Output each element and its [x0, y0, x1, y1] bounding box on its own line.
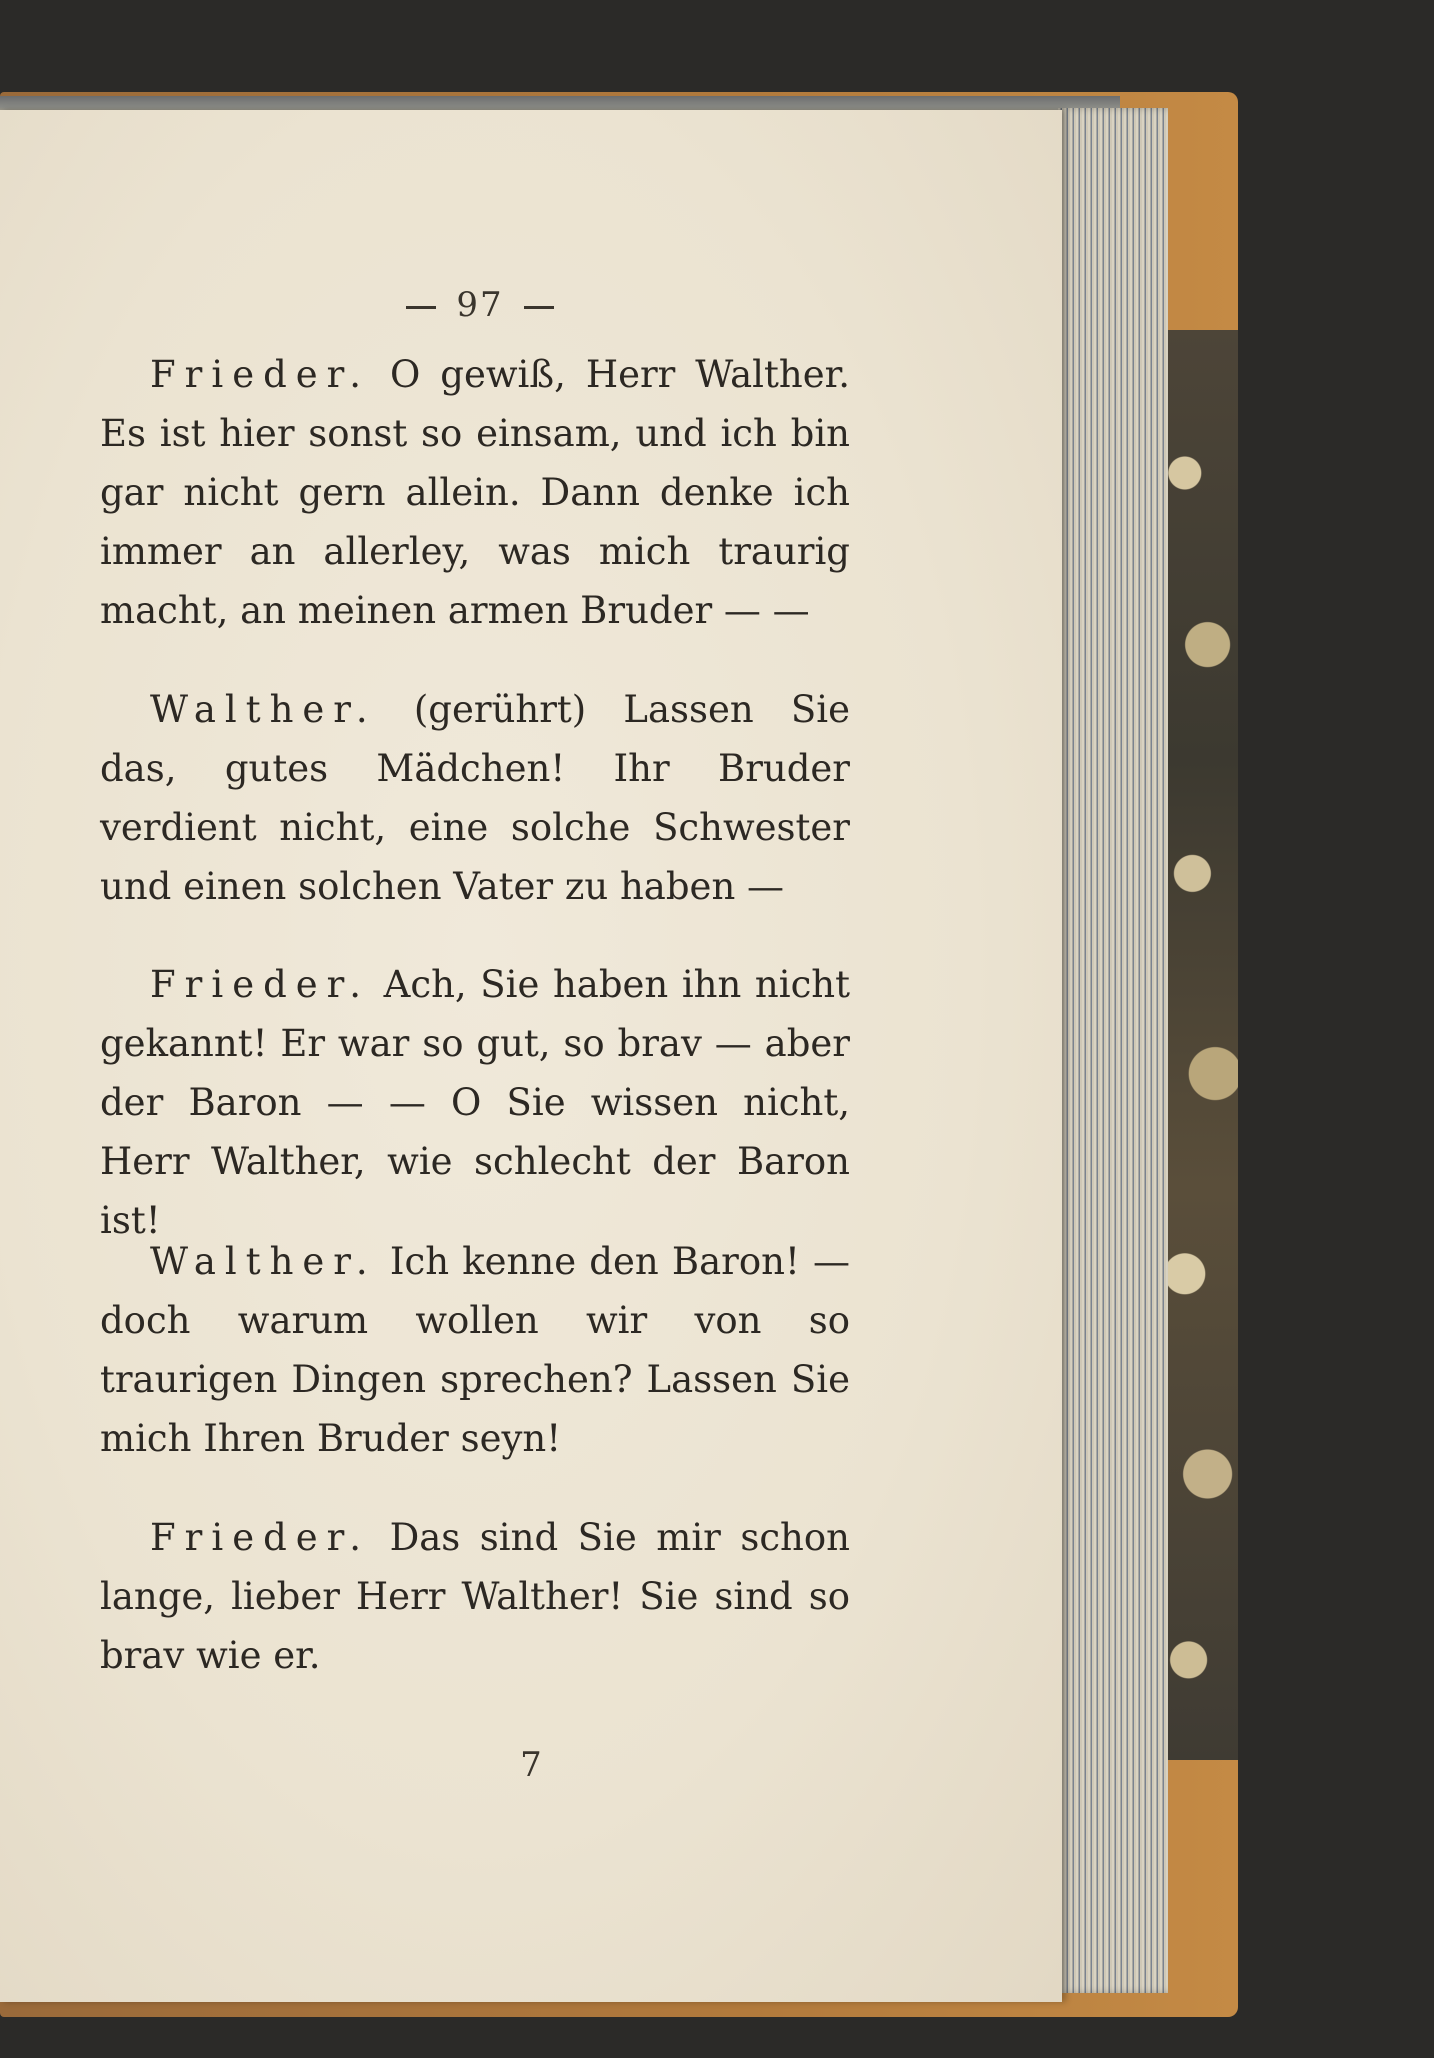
- speaker-name: Walther.: [150, 1240, 377, 1283]
- dialogue-text: Ich kenne den Baron! — doch warum wollen wir von so traurigen Dingen sprechen? Lassen Sie mich Ihren Bruder seyn!: [100, 1240, 850, 1460]
- page-edges: [1058, 108, 1168, 1993]
- marbled-cover-paper: [1160, 330, 1238, 1760]
- dialogue-text: Ach, Sie haben ihn nicht gekannt! Er war so gut, so brav — aber der Baron — — O Sie wissen nicht, Herr Walther, wie schlecht der Baron ist!: [100, 963, 850, 1242]
- paragraph: [100, 955, 850, 1250]
- paragraph: [100, 1232, 850, 1468]
- speaker-name: Frieder.: [150, 353, 371, 396]
- page-number-dash-right: [524, 306, 554, 309]
- page-number-dash-left: [406, 306, 436, 309]
- speaker-name: Frieder.: [150, 1516, 371, 1559]
- paragraph: [100, 680, 850, 916]
- paragraph: [100, 1508, 850, 1685]
- paragraph: [100, 345, 850, 640]
- dialogue-text: Das sind Sie mir schon lange, lieber Herr Walther! Sie sind so brav wie er.: [100, 1516, 850, 1677]
- speaker-name: Walther.: [150, 688, 377, 731]
- speaker-name: Frieder.: [150, 963, 371, 1006]
- page-number: [0, 285, 960, 325]
- signature-mark: 7: [520, 1745, 542, 1785]
- dialogue-text: O gewiß, Herr Walther. Es ist hier sonst so einsam, und ich bin gar nicht gern allein. Dann denke ich immer an allerley, was mich traurig macht, an meinen armen Bruder — —: [100, 353, 850, 632]
- page-number-value: 97: [456, 285, 504, 325]
- dialogue-text: (gerührt) Lassen Sie das, gutes Mädchen! Ihr Bruder verdient nicht, eine solche Schwester und einen solchen Vater zu haben —: [100, 688, 850, 908]
